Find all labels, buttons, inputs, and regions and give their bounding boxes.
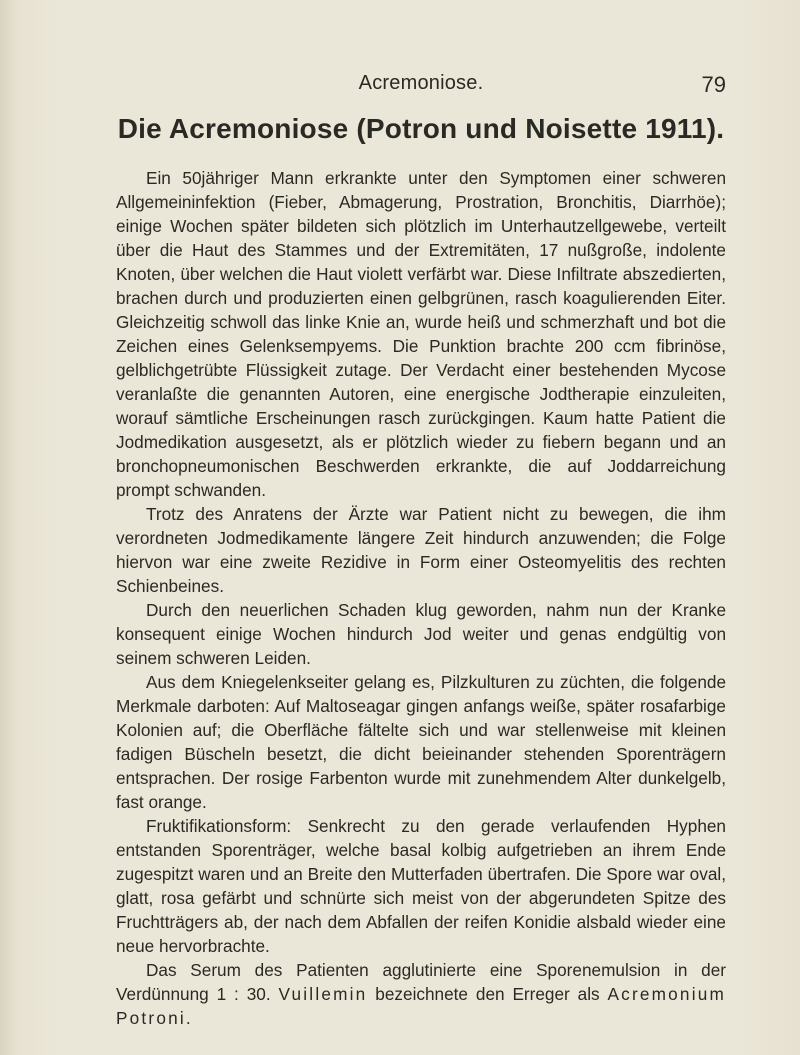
running-title: Acremoniose. — [358, 72, 484, 94]
running-head — [116, 72, 726, 100]
paragraph: Trotz des Anratens der Ärzte war Patient nicht zu bewegen, die ihm verordneten Jodmedikamente längere Zeit hindurch anzuwenden; die Folge hiervon war eine zweite Rezidive in Form einer Osteomyelitis des rechten Schienbeines. — [116, 504, 726, 596]
author-name: Vuillemin — [278, 984, 368, 1004]
text-segment: . — [185, 1008, 191, 1028]
species-name: Acremonium Potroni — [116, 984, 726, 1028]
chapter-title: Die Acremoniose (Potron und Noisette 1911). — [117, 113, 725, 144]
paragraph: Ein 50jähriger Mann erkrankte unter den Symptomen einer schweren Allgemeininfektion (Fieber, Abmagerung, Prostration, Bronchitis, Diarrhöe); einige Wochen später bildeten sich plötzlich im Unterhautzellgewebe, verteilt über die Haut des Stammes und der Extremitäten, 17 nußgroße, indolente Knoten, über welchen die Haut violett verfärbt war. Diese Infiltrate abszedierten, brachen durch und produzierten einen gelbgrünen, rasch koagulierenden Eiter. Gleichzeitig schwoll das linke Knie an, wurde heiß und schmerzhaft und bot die Zeichen eines Gelenksempyems. Die Punktion brachte 200 ccm fibrinöse, gelblichgetrübte Flüssigkeit zutage. Der Verdacht einer bestehenden Mycose veranlaßte die genannten Autoren, eine energische Jodtherapie einzuleiten, worauf sämtliche Erscheinungen rasch zurückgingen. Kaum hatte Patient die Jodmedikation ausgesetzt, als er plötzlich wieder zu fiebern begann und an bronchopneumonischen Beschwerden erkrankte, die auf Joddarreichung prompt schwanden. — [116, 168, 726, 500]
paragraph-last — [116, 958, 726, 1030]
paragraph: Durch den neuerlichen Schaden klug geworden, nahm nun der Kranke konsequent einige Wochen hindurch Jod weiter und genas endgültig von seinem schweren Leiden. — [116, 600, 726, 668]
paragraph: Fruktifikationsform: Senkrecht zu den gerade verlaufenden Hyphen entstanden Sporenträger, welche basal kolbig aufgetrieben an ihrem Ende zugespitzt waren und an Breite den Mutterfaden übertrafen. Die Spore war oval, glatt, rosa gefärbt und schnürte sich meist von der abgerundeten Spitze des Fruchtträgers ab, der nach dem Abfallen der reifen Konidie alsbald wieder eine neue hervorbrachte. — [116, 816, 726, 956]
paragraph: Aus dem Kniegelenkseiter gelang es, Pilzkulturen zu züchten, die folgende Merkmale darboten: Auf Maltoseagar gingen anfangs weiße, später rosafarbige Kolonien auf; die Oberfläche fältelte sich und war stellenweise mit kleinen fadigen Büscheln besetzt, die dicht beieinander stehenden Sporenträgern entsprachen. Der rosige Farbenton wurde mit zunehmendem Alter dunkelgelb, fast orange. — [116, 672, 726, 812]
body-text — [116, 166, 726, 1030]
text-segment: Das Serum des Patienten agglutinierte eine Sporenemulsion in der Verdünnung 1 : 30. — [116, 960, 726, 1004]
text-segment: bezeichnete den Erreger als — [367, 984, 608, 1004]
page-number: 79 — [701, 72, 726, 97]
